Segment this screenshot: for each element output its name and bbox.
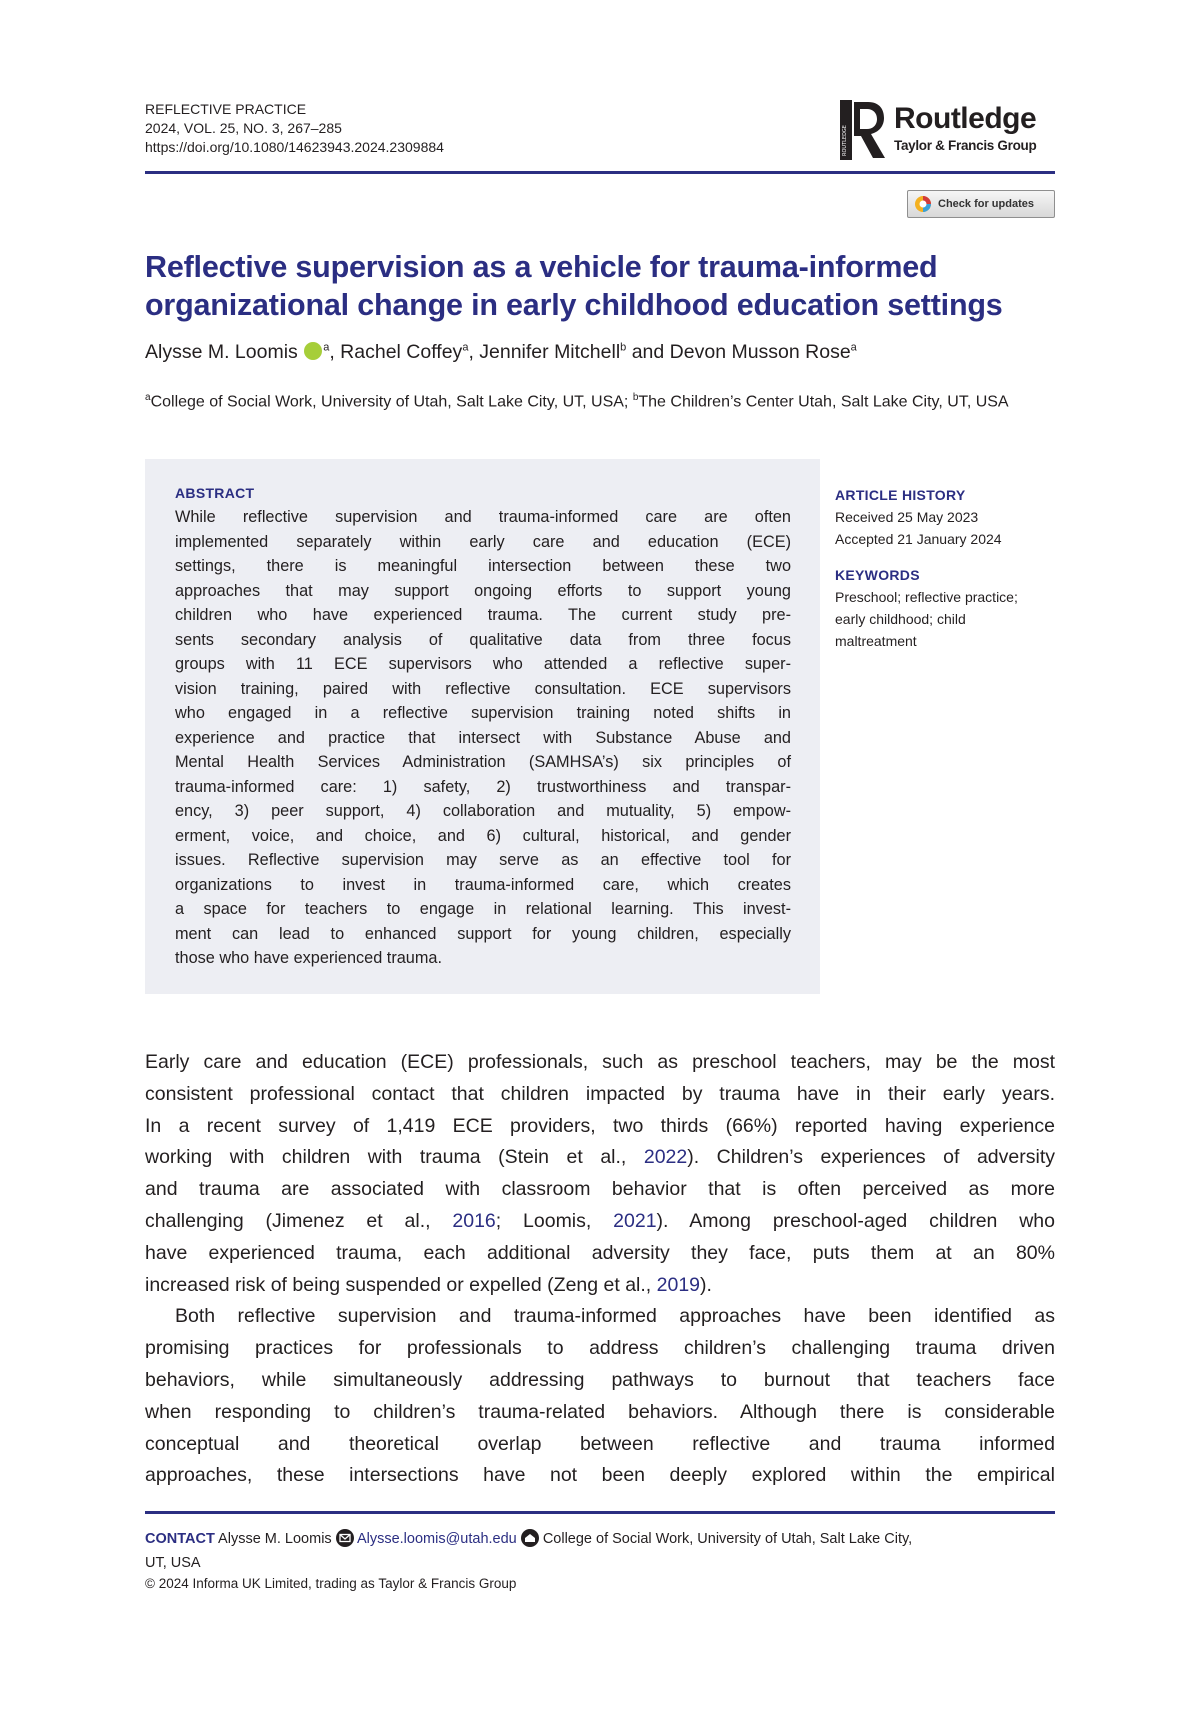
abstract-line: ency, 3) peer support, 4) collaboration and mutuality, 5) empow-	[175, 802, 791, 820]
body-text-span: ). Children’s experiences of adversity	[687, 1146, 1055, 1169]
abstract-line: children who have experienced trauma. The current study pre-	[175, 606, 791, 624]
title-line: organizational change in early childhood education settings	[145, 288, 1003, 322]
contact-name: Alysse M. Loomis	[218, 1531, 332, 1547]
publisher-logo	[840, 100, 1055, 160]
abstract-heading: ABSTRACT	[175, 485, 255, 501]
check-for-updates-button[interactable]	[907, 190, 1055, 218]
abstract-line: While reflective supervision and trauma-informed care are often	[175, 508, 791, 526]
abstract-line: organizations to invest in trauma-informed care, which creates	[175, 875, 791, 894]
crossmark-icon	[914, 195, 932, 213]
affil-marker: a	[850, 341, 857, 354]
abstract-line: approaches that may support ongoing efforts to support young	[175, 581, 791, 600]
author-name[interactable]: , Jennifer Mitchell	[468, 341, 621, 363]
check-updates-label: Check for updates	[938, 198, 1034, 210]
author-name[interactable]: and Devon Musson Rose	[626, 341, 851, 363]
body-line: conceptual and theoretical overlap between reflective and trauma informed	[145, 1432, 1055, 1455]
article-info-sidebar	[835, 484, 1060, 652]
abstract-text	[175, 505, 791, 971]
body-line	[145, 1142, 1055, 1174]
abstract-line: trauma-informed care: 1) safety, 2) trustworthiness and transpar-	[175, 777, 791, 796]
orcid-icon[interactable]	[304, 342, 322, 360]
body-text-span: ).	[700, 1273, 712, 1296]
body-text-span: ). Among preschool-aged children who	[656, 1209, 1055, 1232]
abstract-line: ment can lead to enhanced support for young children, especially	[175, 924, 791, 943]
contact-address-line2: UT, USA	[145, 1555, 201, 1571]
abstract-line: implemented separately within early care and education (ECE)	[175, 532, 791, 551]
contact-email[interactable]: Alysse.loomis@utah.edu	[356, 1531, 517, 1547]
author-name[interactable]: , Rachel Coffey	[329, 341, 463, 363]
citation-link[interactable]: 2021	[613, 1209, 657, 1232]
body-text-span: increased risk of being suspended or expelled (Zeng et al.,	[145, 1273, 657, 1296]
body-line: and trauma are associated with classroom behavior that is often perceived as more	[145, 1178, 1055, 1201]
journal-meta	[145, 100, 444, 157]
author-name[interactable]: Alysse M. Loomis	[145, 341, 298, 363]
affil-marker: b	[632, 392, 639, 403]
affiliation-text: The Children’s Center Utah, Salt Lake City, UT, USA	[638, 393, 1009, 411]
affiliations	[145, 386, 1055, 414]
abstract-line: vision training, paired with reflective consultation. ECE supervisors	[175, 679, 791, 698]
body-text-span: ; Loomis,	[495, 1209, 614, 1232]
abstract-line: who engaged in a reflective supervision training noted shifts in	[175, 704, 791, 722]
body-text-span: challenging (Jimenez et al.,	[145, 1209, 453, 1232]
journal-name: REFLECTIVE PRACTICE	[145, 101, 307, 117]
accepted-date: Accepted 21 January 2024	[835, 531, 1002, 547]
body-line: promising practices for professionals to address children’s challenging trauma driven	[145, 1337, 1055, 1360]
body-line: behaviors, while simultaneously addressing pathways to burnout that teachers face	[145, 1368, 1055, 1391]
body-line	[145, 1206, 1055, 1238]
affiliation-text: College of Social Work, University of Utah, Salt Lake City, UT, USA;	[150, 393, 633, 411]
body-line	[145, 1270, 1055, 1302]
body-line: have experienced trauma, each additional adversity they face, puts them at an 80%	[145, 1241, 1055, 1264]
abstract-line: sents secondary analysis of qualitative data from three focus	[175, 630, 791, 649]
body-line: consistent professional contact that children impacted by trauma have in their early years.	[145, 1082, 1055, 1105]
publisher-name: Routledge	[894, 102, 1037, 135]
svg-text:ROUTLEDGE: ROUTLEDGE	[842, 125, 848, 156]
body-text-span: working with children with trauma (Stein et al.,	[145, 1146, 644, 1169]
keywords-line: Preschool; reflective practice;	[835, 589, 1018, 605]
footer-rule	[145, 1511, 1055, 1514]
citation-link[interactable]: 2016	[452, 1209, 496, 1232]
body-line: when responding to children’s trauma-related behaviors. Although there is considerable	[145, 1400, 1055, 1423]
author-list	[145, 341, 857, 364]
citation-link[interactable]: 2019	[656, 1273, 701, 1296]
routledge-r-icon	[840, 100, 886, 160]
body-text	[145, 1047, 1055, 1492]
keywords-line: maltreatment	[835, 633, 917, 649]
contact-info	[145, 1527, 1055, 1575]
contact-label: CONTACT	[145, 1531, 215, 1547]
affil-marker: a	[323, 341, 330, 354]
received-date: Received 25 May 2023	[835, 509, 979, 525]
affil-marker: a	[145, 392, 151, 403]
article-history-heading: ARTICLE HISTORY	[835, 487, 966, 503]
body-line: Both reflective supervision and trauma-informed approaches have been identified as	[175, 1305, 1055, 1328]
body-line: approaches, these intersections have not been deeply explored within the empirical	[145, 1464, 1055, 1487]
abstract-line: those who have experienced trauma.	[175, 949, 442, 967]
copyright-notice: © 2024 Informa UK Limited, trading as Taylor & Francis Group	[145, 1576, 517, 1591]
abstract-line: Mental Health Services Administration (SAMHSA’s) six principles of	[175, 753, 791, 771]
affil-marker: b	[620, 341, 627, 354]
abstract-line: a space for teachers to engage in relational learning. This invest-	[175, 900, 791, 918]
citation-link[interactable]: 2022	[643, 1146, 688, 1169]
abstract-line: issues. Reflective supervision may serve as an effective tool for	[175, 851, 791, 869]
abstract-line: erment, voice, and choice, and 6) cultural, historical, and gender	[175, 826, 791, 845]
journal-doi[interactable]: https://doi.org/10.1080/14623943.2024.2309884	[145, 139, 444, 155]
email-icon	[336, 1529, 354, 1547]
keywords-heading: KEYWORDS	[835, 567, 920, 583]
address-icon	[521, 1529, 539, 1547]
body-line: Early care and education (ECE) professionals, such as preschool teachers, may be the most	[145, 1051, 1055, 1073]
contact-address: College of Social Work, University of Utah, Salt Lake City,	[542, 1531, 913, 1547]
body-line: In a recent survey of 1,419 ECE providers, two thirds (66%) reported having experience	[145, 1114, 1055, 1137]
header-rule	[145, 171, 1055, 174]
title-line: Reflective supervision as a vehicle for trauma-informed	[145, 250, 938, 284]
journal-volume: 2024, VOL. 25, NO. 3, 267–285	[145, 120, 342, 136]
keywords-line: early childhood; child	[835, 611, 966, 627]
article-title	[145, 248, 1055, 324]
abstract-line: groups with 11 ECE supervisors who attended a reflective super-	[175, 655, 791, 673]
affil-marker: a	[462, 341, 469, 354]
publisher-group: Taylor & Francis Group	[894, 138, 1037, 153]
abstract-line: settings, there is meaningful intersection between these two	[175, 557, 791, 575]
abstract-line: experience and practice that intersect with Substance Abuse and	[175, 728, 791, 747]
